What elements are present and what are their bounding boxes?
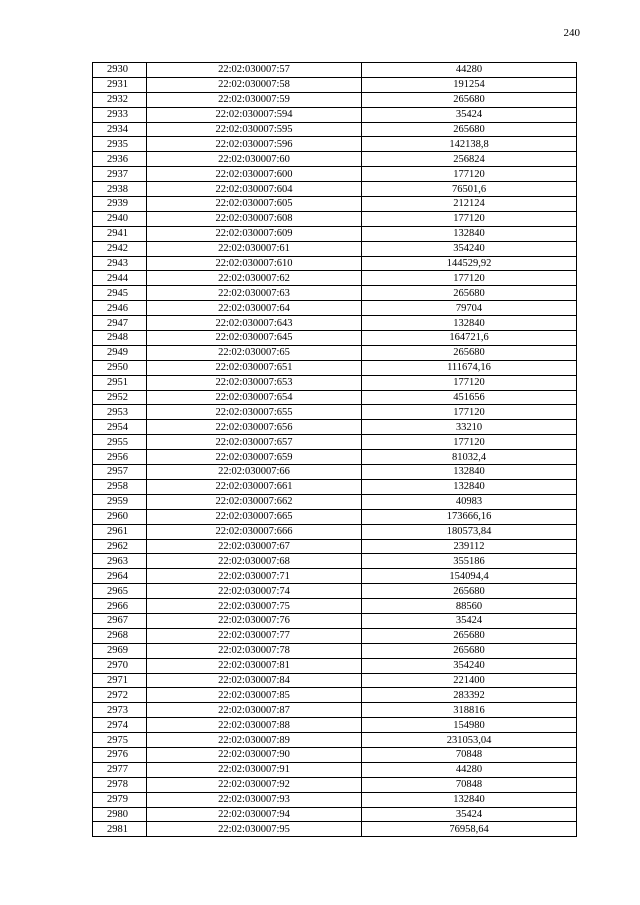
row-number-cell: 2932 bbox=[93, 92, 147, 107]
table-row bbox=[93, 718, 577, 733]
row-number-cell: 2965 bbox=[93, 584, 147, 599]
row-number-cell: 2971 bbox=[93, 673, 147, 688]
cadastral-number-cell: 22:02:030007:60 bbox=[147, 152, 362, 167]
value-cell: 33210 bbox=[362, 420, 577, 435]
table-row bbox=[93, 822, 577, 837]
cadastral-number-cell: 22:02:030007:78 bbox=[147, 643, 362, 658]
row-number-cell: 2970 bbox=[93, 658, 147, 673]
page-number: 240 bbox=[563, 27, 580, 39]
row-number-cell: 2934 bbox=[93, 122, 147, 137]
value-cell: 35424 bbox=[362, 613, 577, 628]
row-number-cell: 2955 bbox=[93, 435, 147, 450]
value-cell: 132840 bbox=[362, 226, 577, 241]
cadastral-number-cell: 22:02:030007:656 bbox=[147, 420, 362, 435]
cadastral-number-cell: 22:02:030007:64 bbox=[147, 301, 362, 316]
table-row bbox=[93, 747, 577, 762]
table-row bbox=[93, 92, 577, 107]
value-cell: 177120 bbox=[362, 435, 577, 450]
cadastral-number-cell: 22:02:030007:81 bbox=[147, 658, 362, 673]
table-row bbox=[93, 509, 577, 524]
value-cell: 154980 bbox=[362, 718, 577, 733]
value-cell: 44280 bbox=[362, 762, 577, 777]
row-number-cell: 2950 bbox=[93, 360, 147, 375]
row-number-cell: 2962 bbox=[93, 539, 147, 554]
value-cell: 354240 bbox=[362, 241, 577, 256]
cadastral-number-cell: 22:02:030007:90 bbox=[147, 747, 362, 762]
row-number-cell: 2943 bbox=[93, 256, 147, 271]
value-cell: 164721,6 bbox=[362, 331, 577, 346]
cadastral-number-cell: 22:02:030007:93 bbox=[147, 792, 362, 807]
cadastral-number-cell: 22:02:030007:661 bbox=[147, 479, 362, 494]
row-number-cell: 2956 bbox=[93, 450, 147, 465]
row-number-cell: 2935 bbox=[93, 137, 147, 152]
value-cell: 191254 bbox=[362, 77, 577, 92]
table-row bbox=[93, 271, 577, 286]
value-cell: 81032,4 bbox=[362, 450, 577, 465]
value-cell: 44280 bbox=[362, 63, 577, 78]
cadastral-number-cell: 22:02:030007:66 bbox=[147, 465, 362, 480]
row-number-cell: 2945 bbox=[93, 286, 147, 301]
row-number-cell: 2977 bbox=[93, 762, 147, 777]
value-cell: 177120 bbox=[362, 271, 577, 286]
table-row bbox=[93, 77, 577, 92]
row-number-cell: 2978 bbox=[93, 777, 147, 792]
table-row bbox=[93, 673, 577, 688]
table-row bbox=[93, 316, 577, 331]
table-row bbox=[93, 226, 577, 241]
table-row bbox=[93, 241, 577, 256]
table-row bbox=[93, 167, 577, 182]
cadastral-number-cell: 22:02:030007:605 bbox=[147, 197, 362, 212]
cadastral-number-cell: 22:02:030007:68 bbox=[147, 554, 362, 569]
table-row bbox=[93, 450, 577, 465]
cadastral-number-cell: 22:02:030007:63 bbox=[147, 286, 362, 301]
row-number-cell: 2944 bbox=[93, 271, 147, 286]
table-row bbox=[93, 465, 577, 480]
value-cell: 88560 bbox=[362, 599, 577, 614]
table-row bbox=[93, 733, 577, 748]
cadastral-number-cell: 22:02:030007:643 bbox=[147, 316, 362, 331]
cadastral-number-cell: 22:02:030007:59 bbox=[147, 92, 362, 107]
table-row bbox=[93, 152, 577, 167]
table-row bbox=[93, 658, 577, 673]
row-number-cell: 2957 bbox=[93, 465, 147, 480]
table-row bbox=[93, 107, 577, 122]
cadastral-number-cell: 22:02:030007:657 bbox=[147, 435, 362, 450]
cadastral-number-cell: 22:02:030007:95 bbox=[147, 822, 362, 837]
cadastral-number-cell: 22:02:030007:85 bbox=[147, 688, 362, 703]
cadastral-number-cell: 22:02:030007:595 bbox=[147, 122, 362, 137]
row-number-cell: 2954 bbox=[93, 420, 147, 435]
table-row bbox=[93, 137, 577, 152]
row-number-cell: 2931 bbox=[93, 77, 147, 92]
table-row bbox=[93, 792, 577, 807]
value-cell: 265680 bbox=[362, 122, 577, 137]
row-number-cell: 2953 bbox=[93, 405, 147, 420]
table-row bbox=[93, 301, 577, 316]
cadastral-number-cell: 22:02:030007:77 bbox=[147, 628, 362, 643]
value-cell: 231053,04 bbox=[362, 733, 577, 748]
row-number-cell: 2936 bbox=[93, 152, 147, 167]
value-cell: 177120 bbox=[362, 405, 577, 420]
cadastral-number-cell: 22:02:030007:594 bbox=[147, 107, 362, 122]
row-number-cell: 2969 bbox=[93, 643, 147, 658]
value-cell: 132840 bbox=[362, 479, 577, 494]
row-number-cell: 2946 bbox=[93, 301, 147, 316]
cadastral-number-cell: 22:02:030007:604 bbox=[147, 182, 362, 197]
table-row bbox=[93, 554, 577, 569]
cadastral-number-cell: 22:02:030007:76 bbox=[147, 613, 362, 628]
value-cell: 239112 bbox=[362, 539, 577, 554]
value-cell: 265680 bbox=[362, 628, 577, 643]
cadastral-number-cell: 22:02:030007:61 bbox=[147, 241, 362, 256]
value-cell: 70848 bbox=[362, 747, 577, 762]
row-number-cell: 2975 bbox=[93, 733, 147, 748]
value-cell: 256824 bbox=[362, 152, 577, 167]
table-body bbox=[93, 63, 577, 837]
table-row bbox=[93, 762, 577, 777]
cadastral-number-cell: 22:02:030007:91 bbox=[147, 762, 362, 777]
cadastral-number-cell: 22:02:030007:654 bbox=[147, 390, 362, 405]
row-number-cell: 2939 bbox=[93, 197, 147, 212]
table-row bbox=[93, 286, 577, 301]
value-cell: 79704 bbox=[362, 301, 577, 316]
cadastral-number-cell: 22:02:030007:653 bbox=[147, 375, 362, 390]
value-cell: 265680 bbox=[362, 584, 577, 599]
value-cell: 132840 bbox=[362, 316, 577, 331]
row-number-cell: 2930 bbox=[93, 63, 147, 78]
cadastral-number-cell: 22:02:030007:665 bbox=[147, 509, 362, 524]
table-row bbox=[93, 360, 577, 375]
value-cell: 180573,84 bbox=[362, 524, 577, 539]
row-number-cell: 2952 bbox=[93, 390, 147, 405]
table-row bbox=[93, 777, 577, 792]
cadastral-number-cell: 22:02:030007:608 bbox=[147, 211, 362, 226]
value-cell: 355186 bbox=[362, 554, 577, 569]
value-cell: 111674,16 bbox=[362, 360, 577, 375]
table-row bbox=[93, 420, 577, 435]
cadastral-number-cell: 22:02:030007:92 bbox=[147, 777, 362, 792]
cadastral-number-cell: 22:02:030007:596 bbox=[147, 137, 362, 152]
value-cell: 265680 bbox=[362, 92, 577, 107]
table-row bbox=[93, 628, 577, 643]
value-cell: 35424 bbox=[362, 807, 577, 822]
table-row bbox=[93, 435, 577, 450]
cadastral-number-cell: 22:02:030007:74 bbox=[147, 584, 362, 599]
row-number-cell: 2964 bbox=[93, 569, 147, 584]
cadastral-number-cell: 22:02:030007:67 bbox=[147, 539, 362, 554]
table-row bbox=[93, 613, 577, 628]
cadastral-value-table bbox=[92, 62, 577, 837]
row-number-cell: 2973 bbox=[93, 703, 147, 718]
cadastral-number-cell: 22:02:030007:75 bbox=[147, 599, 362, 614]
cadastral-number-cell: 22:02:030007:84 bbox=[147, 673, 362, 688]
value-cell: 154094,4 bbox=[362, 569, 577, 584]
table-row bbox=[93, 390, 577, 405]
table-row bbox=[93, 479, 577, 494]
table-row bbox=[93, 524, 577, 539]
cadastral-number-cell: 22:02:030007:659 bbox=[147, 450, 362, 465]
table-row bbox=[93, 584, 577, 599]
cadastral-number-cell: 22:02:030007:57 bbox=[147, 63, 362, 78]
row-number-cell: 2967 bbox=[93, 613, 147, 628]
cadastral-number-cell: 22:02:030007:645 bbox=[147, 331, 362, 346]
value-cell: 318816 bbox=[362, 703, 577, 718]
row-number-cell: 2948 bbox=[93, 331, 147, 346]
table-row bbox=[93, 569, 577, 584]
value-cell: 265680 bbox=[362, 286, 577, 301]
value-cell: 76501,6 bbox=[362, 182, 577, 197]
row-number-cell: 2937 bbox=[93, 167, 147, 182]
cadastral-number-cell: 22:02:030007:62 bbox=[147, 271, 362, 286]
value-cell: 76958,64 bbox=[362, 822, 577, 837]
row-number-cell: 2981 bbox=[93, 822, 147, 837]
row-number-cell: 2951 bbox=[93, 375, 147, 390]
value-cell: 132840 bbox=[362, 465, 577, 480]
value-cell: 265680 bbox=[362, 643, 577, 658]
row-number-cell: 2963 bbox=[93, 554, 147, 569]
table-row bbox=[93, 807, 577, 822]
cadastral-number-cell: 22:02:030007:609 bbox=[147, 226, 362, 241]
table-row bbox=[93, 211, 577, 226]
row-number-cell: 2949 bbox=[93, 345, 147, 360]
value-cell: 283392 bbox=[362, 688, 577, 703]
row-number-cell: 2941 bbox=[93, 226, 147, 241]
value-cell: 132840 bbox=[362, 792, 577, 807]
table-row bbox=[93, 331, 577, 346]
table-row bbox=[93, 599, 577, 614]
table-row bbox=[93, 405, 577, 420]
row-number-cell: 2976 bbox=[93, 747, 147, 762]
row-number-cell: 2959 bbox=[93, 494, 147, 509]
row-number-cell: 2942 bbox=[93, 241, 147, 256]
table-row bbox=[93, 643, 577, 658]
row-number-cell: 2980 bbox=[93, 807, 147, 822]
value-cell: 177120 bbox=[362, 211, 577, 226]
value-cell: 70848 bbox=[362, 777, 577, 792]
row-number-cell: 2972 bbox=[93, 688, 147, 703]
value-cell: 35424 bbox=[362, 107, 577, 122]
row-number-cell: 2979 bbox=[93, 792, 147, 807]
cadastral-number-cell: 22:02:030007:666 bbox=[147, 524, 362, 539]
value-cell: 144529,92 bbox=[362, 256, 577, 271]
value-cell: 177120 bbox=[362, 375, 577, 390]
value-cell: 177120 bbox=[362, 167, 577, 182]
cadastral-number-cell: 22:02:030007:71 bbox=[147, 569, 362, 584]
value-cell: 40983 bbox=[362, 494, 577, 509]
row-number-cell: 2968 bbox=[93, 628, 147, 643]
row-number-cell: 2960 bbox=[93, 509, 147, 524]
value-cell: 354240 bbox=[362, 658, 577, 673]
row-number-cell: 2966 bbox=[93, 599, 147, 614]
row-number-cell: 2974 bbox=[93, 718, 147, 733]
cadastral-number-cell: 22:02:030007:58 bbox=[147, 77, 362, 92]
row-number-cell: 2933 bbox=[93, 107, 147, 122]
table-row bbox=[93, 688, 577, 703]
value-cell: 142138,8 bbox=[362, 137, 577, 152]
cadastral-number-cell: 22:02:030007:88 bbox=[147, 718, 362, 733]
cadastral-number-cell: 22:02:030007:89 bbox=[147, 733, 362, 748]
row-number-cell: 2940 bbox=[93, 211, 147, 226]
cadastral-number-cell: 22:02:030007:600 bbox=[147, 167, 362, 182]
table-row bbox=[93, 197, 577, 212]
value-cell: 221400 bbox=[362, 673, 577, 688]
table-row bbox=[93, 494, 577, 509]
cadastral-number-cell: 22:02:030007:65 bbox=[147, 345, 362, 360]
cadastral-number-cell: 22:02:030007:87 bbox=[147, 703, 362, 718]
table-row bbox=[93, 345, 577, 360]
cadastral-number-cell: 22:02:030007:655 bbox=[147, 405, 362, 420]
table-row bbox=[93, 539, 577, 554]
row-number-cell: 2961 bbox=[93, 524, 147, 539]
cadastral-number-cell: 22:02:030007:651 bbox=[147, 360, 362, 375]
row-number-cell: 2958 bbox=[93, 479, 147, 494]
value-cell: 212124 bbox=[362, 197, 577, 212]
row-number-cell: 2938 bbox=[93, 182, 147, 197]
cadastral-number-cell: 22:02:030007:610 bbox=[147, 256, 362, 271]
table-row bbox=[93, 63, 577, 78]
table-row bbox=[93, 703, 577, 718]
cadastral-number-cell: 22:02:030007:662 bbox=[147, 494, 362, 509]
row-number-cell: 2947 bbox=[93, 316, 147, 331]
value-cell: 173666,16 bbox=[362, 509, 577, 524]
table-row bbox=[93, 122, 577, 137]
table-row bbox=[93, 182, 577, 197]
table-row bbox=[93, 256, 577, 271]
cadastral-number-cell: 22:02:030007:94 bbox=[147, 807, 362, 822]
value-cell: 265680 bbox=[362, 345, 577, 360]
value-cell: 451656 bbox=[362, 390, 577, 405]
table-row bbox=[93, 375, 577, 390]
